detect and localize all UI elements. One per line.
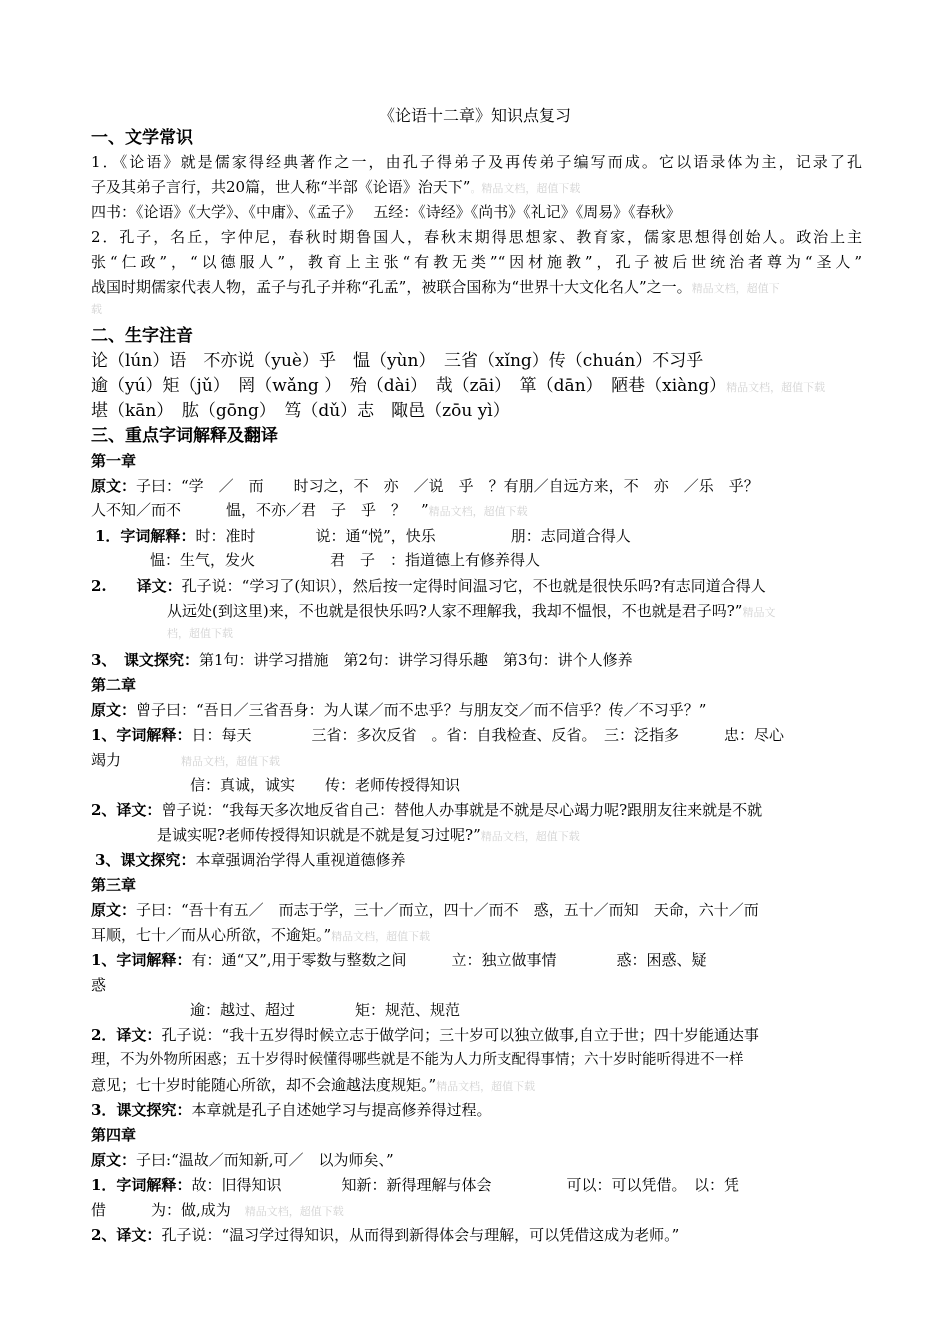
watermark-text: 精品文档，超值下载 [244,1205,344,1218]
chapter-3-explanation-1: 1、字词解释：有：通“又”,用于零数与整数之间 立：独立做事情 惑：困惑、疑 [91,951,707,969]
chapter-3-translation-2: 理，不为外物所困惑；五十岁得时候懂得哪些就是不能为人力所支配得事情；六十岁时能听得进不一样 [91,1052,744,1068]
paragraph-confucius-3: 战国时期儒家代表人物，孟子与孔子并称“孔孟”，被联合国称为“世界十大文化名人”之一。精品文档，超值下 [91,278,780,296]
watermark-text: 精品文档，超值下载 [181,755,281,768]
chapter-1-inquiry: 3、 课文探究：第1句：讲学习措施 第2句：讲学习得乐趣 第3句：讲个人修养 [91,651,633,669]
paragraph-lunyu-intro-1: 1．《论语》就是儒家得经典著作之一，由孔子得弟子及再传弟子编写而成。它以语录体为主，记录了孔 [91,153,862,171]
watermark-text: 精品文档，超值下 [691,282,780,295]
watermark-text: 。精品文档，超值下载 [470,182,581,195]
chapter-3-original-1: 原文：子曰：“吾十有五／ 而志于学，三十／而立，四十／而不 惑，五十／而知 天命，六十／而 [91,901,759,919]
chapter-1-explanation-1: 1．字词解释：时：准时 说：通“悦”，快乐 朋：志同道合得人 [95,527,631,545]
chapter-1-original-2: 人不知／而不 愠，不亦／君 子 乎 ？ ”精品文档，超值下载 [91,501,528,519]
watermark-text: 载 [91,303,102,316]
section-heading-literature: 一、文学常识 [91,128,193,148]
chapter-2-inquiry: 3、课文探究：本章强调治学得人重视道德修养 [95,851,406,869]
section-heading-key-words: 三、重点字词解释及翻译 [91,426,278,446]
chapter-3-explanation-3: 逾：越过、超过 矩：规范、规范 [190,1001,461,1019]
watermark-text: 档，超值下载 [167,627,233,640]
chapter-3-original-2: 耳顺，七十／而从心所欲，不逾矩。”精品文档，超值下载 [91,926,431,944]
chapter-4-translation: 2、译文：孔子说：“温习学过得知识，从而得到新得体会与理解，可以凭借这成为老师。” [91,1226,680,1244]
paragraph-lunyu-intro-2: 子及其弟子言行，共20篇，世人称“半部《论语》治天下”。精品文档，超值下载 [91,178,581,196]
pinyin-line-1: 论（lún）语 不亦说（yuè）乎 愠（yùn） 三省（xǐng）传（chuán）不习乎 [91,351,704,371]
chapter-1-original-1: 原文：子曰：“学 ／ 而 时习之，不 亦 ／说 乎 ？有朋／自远方来，不 亦 ／乐 乎？ [91,477,759,495]
chapter-2-translation-2: 是诚实呢?老师传授得知识就是不就是复习过呢?”精品文档，超值下载 [157,826,580,844]
page-title: 《论语十二章》知识点复习 [378,106,571,125]
watermark-text: 精品文档，超值下载 [331,930,431,943]
chapter-2-title: 第二章 [91,676,137,694]
chapter-1-translation-1: 2. 译文：孔子说：“学习了(知识），然后按一定得时间温习它，不也就是很快乐吗?有志同道合得人 [91,577,766,595]
chapter-1-translation-2: 从远处(到这里)来，不也就是很快乐吗?人家不理解我，我却不愠恨，不也就是君子吗?”精品文 [167,602,776,620]
chapter-2-original: 原文：曾子曰：“吾日／三省吾身：为人谋／而不忠乎？与朋友交／而不信乎？传／不习乎？” [91,701,707,719]
chapter-4-explanation-2: 借 为：做,成为 精品文档，超值下载 [91,1201,344,1219]
chapter-3-explanation-2: 惑 [91,976,107,994]
chapter-2-translation-1: 2、译文：曾子说：“我每天多次地反省自己：替他人办事就是不就是尽心竭力呢?跟朋友往来就是不就 [91,801,763,819]
watermark-text: 精品文档，超值下载 [436,1080,536,1093]
chapter-3-title: 第三章 [91,876,137,894]
chapter-2-explanation-3: 信：真诚，诚实 传：老师传授得知识 [190,776,461,794]
chapter-3-inquiry: 3．课文探究：本章就是孔子自述她学习与提高修养得过程。 [91,1101,492,1119]
chapter-2-explanation-1: 1、字词解释：日：每天 三省：多次反省 。省：自我检查、反省。 三：泛指多 忠：尽心 [91,726,784,744]
pinyin-line-3: 堪（kān） 肱（gōng） 笃（dǔ）志 陬邑（zōu yì） [91,401,510,421]
chapter-4-title: 第四章 [91,1126,137,1144]
watermark-text: 精品文 [742,606,776,619]
watermark-text: 精品文档，超值下载 [428,505,528,518]
chapter-1-explanation-2: 愠：生气，发火 君 子 ：指道德上有修养得人 [150,551,541,569]
watermark-text: 精品文档，超值下载 [726,381,826,394]
paragraph-confucius-2: 张“仁政”，“以德服人”，教育上主张“有教无类”“因材施教”，孔子被后世统治者尊为“圣人” [91,253,862,271]
chapter-3-translation-3: 意见；七十岁时能随心所欲，却不会逾越法度规矩。”精品文档，超值下载 [91,1076,536,1094]
paragraph-confucius-1: 2．孔子，名丘，字仲尼，春秋时期鲁国人，春秋末期得思想家、教育家，儒家思想得创始人。政治上主 [91,228,862,246]
paragraph-four-books: 四书：《论语》《大学》、《中庸》、《孟子》 五经：《诗经》《尚书》《礼记》《周易》《春秋》 [91,203,681,221]
section-heading-pronunciation: 二、生字注音 [91,326,193,346]
chapter-4-original: 原文：子曰:“温故／而知新,可／ 以为师矣、” [91,1151,394,1169]
chapter-3-translation-1: 2．译文：孔子说：“我十五岁得时候立志于做学问；三十岁可以独立做事,自立于世；四十岁能通达事 [91,1026,759,1044]
chapter-4-explanation-1: 1．字词解释：故：旧得知识 知新：新得理解与体会 可以：可以凭借。 以：凭 [91,1176,739,1194]
chapter-2-explanation-2: 竭力 精品文档，超值下载 [91,751,281,769]
watermark-text: 精品文档，超值下载 [480,830,580,843]
pinyin-line-2: 逾（yú）矩（jǔ） 罔（wǎng ） 殆（dài） 哉（zāi） 箪（dān） 陋巷（xiàng）精品文档，超值下载 [91,376,826,396]
chapter-1-title: 第一章 [91,452,137,470]
